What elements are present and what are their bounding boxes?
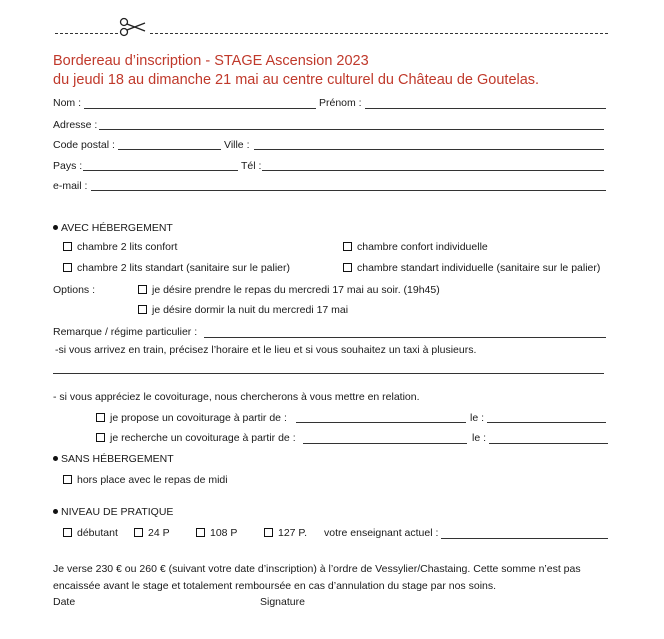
pays-label: Pays : xyxy=(53,160,83,172)
enseignant-field[interactable] xyxy=(441,538,608,539)
checkbox[interactable] xyxy=(134,528,143,537)
pays-field[interactable] xyxy=(83,170,238,171)
checkbox[interactable] xyxy=(96,433,105,442)
option-chambre-2-lits-standart[interactable]: chambre 2 lits standart (sanitaire sur le palier) xyxy=(63,262,290,274)
checkbox[interactable] xyxy=(138,305,147,314)
checkbox[interactable] xyxy=(343,263,352,272)
option-108p[interactable]: 108 P xyxy=(196,527,237,539)
checkbox[interactable] xyxy=(63,242,72,251)
option-repas[interactable]: je désire prendre le repas du mercredi 17 mai au soir. (19h45) xyxy=(138,284,440,296)
form-title: Bordereau d’inscription - STAGE Ascension 2023 xyxy=(53,53,369,69)
prenom-label: Prénom : xyxy=(319,97,362,109)
nom-field[interactable] xyxy=(84,108,316,109)
checkbox[interactable] xyxy=(63,475,72,484)
adresse-label: Adresse : xyxy=(53,119,98,131)
propose-date-field[interactable] xyxy=(487,422,606,423)
remarque-label: Remarque / régime particulier : xyxy=(53,326,198,338)
remarque-field[interactable] xyxy=(204,337,606,338)
propose-lieu-field[interactable] xyxy=(296,422,466,423)
train-note: -si vous arrivez en train, précisez l’horaire et le lieu et si vous souhaitez un taxi à plusieurs. xyxy=(55,344,477,356)
date-label: Date xyxy=(53,596,76,608)
avec-heading: AVEC HÉBERGEMENT xyxy=(53,222,173,234)
option-chambre-standart-individuelle[interactable]: chambre standart individuelle (sanitaire sur le palier) xyxy=(343,262,600,274)
checkbox[interactable] xyxy=(138,285,147,294)
form-subtitle: du jeudi 18 au dimanche 21 mai au centre culturel du Château de Goutelas. xyxy=(53,72,540,88)
checkbox[interactable] xyxy=(96,413,105,422)
code-postal-label: Code postal : xyxy=(53,139,115,151)
option-chambre-confort-individuelle[interactable]: chambre confort individuelle xyxy=(343,241,488,253)
checkbox[interactable] xyxy=(343,242,352,251)
payment-note-line2: encaissée avant le stage et totalement remboursée en cas d’annulation du stage par nos soins. xyxy=(53,580,497,592)
niveau-heading: NIVEAU DE PRATIQUE xyxy=(53,506,173,518)
prenom-field[interactable] xyxy=(365,108,606,109)
checkbox[interactable] xyxy=(63,528,72,537)
scissors-icon xyxy=(118,16,148,38)
options-label: Options : xyxy=(53,284,96,296)
option-debutant[interactable]: débutant xyxy=(63,527,118,539)
option-24p[interactable]: 24 P xyxy=(134,527,170,539)
recherche-lieu-field[interactable] xyxy=(303,443,467,444)
bullet-icon xyxy=(53,509,58,514)
option-chambre-2-lits-confort[interactable]: chambre 2 lits confort xyxy=(63,241,177,253)
checkbox[interactable] xyxy=(63,263,72,272)
remarque-field-2[interactable] xyxy=(53,373,604,374)
adresse-field[interactable] xyxy=(99,129,604,130)
checkbox[interactable] xyxy=(196,528,205,537)
option-nuit[interactable]: je désire dormir la nuit du mercredi 17 mai xyxy=(138,304,348,316)
enseignant-label: votre enseignant actuel : xyxy=(324,527,439,539)
signature-label: Signature xyxy=(260,596,305,608)
bullet-icon xyxy=(53,225,58,230)
propose-date-label: le : xyxy=(470,412,485,424)
option-recherche-covoit[interactable]: je recherche un covoiturage à partir de : xyxy=(96,432,296,444)
code-postal-field[interactable] xyxy=(118,149,221,150)
recherche-date-field[interactable] xyxy=(489,443,608,444)
payment-note-line1: Je verse 230 € ou 260 € (suivant votre date d’inscription) à l’ordre de Vessylier/Chastaing. Cette somme n’est pas xyxy=(53,563,581,575)
email-field[interactable] xyxy=(91,190,606,191)
tel-field[interactable] xyxy=(262,170,604,171)
option-127p[interactable]: 127 P. xyxy=(264,527,307,539)
tel-label: Tél : xyxy=(241,160,262,172)
recherche-date-label: le : xyxy=(472,432,487,444)
covoit-intro: - si vous appréciez le covoiturage, nous chercherons à vous mettre en relation. xyxy=(53,391,420,403)
checkbox[interactable] xyxy=(264,528,273,537)
bullet-icon xyxy=(53,456,58,461)
ville-field[interactable] xyxy=(254,149,604,150)
option-propose-covoit[interactable]: je propose un covoiturage à partir de : xyxy=(96,412,287,424)
option-hors-place[interactable]: hors place avec le repas de midi xyxy=(63,474,228,486)
sans-heading: SANS HÉBERGEMENT xyxy=(53,453,174,465)
ville-label: Ville : xyxy=(224,139,250,151)
nom-label: Nom : xyxy=(53,97,82,109)
email-label: e-mail : xyxy=(53,180,88,192)
